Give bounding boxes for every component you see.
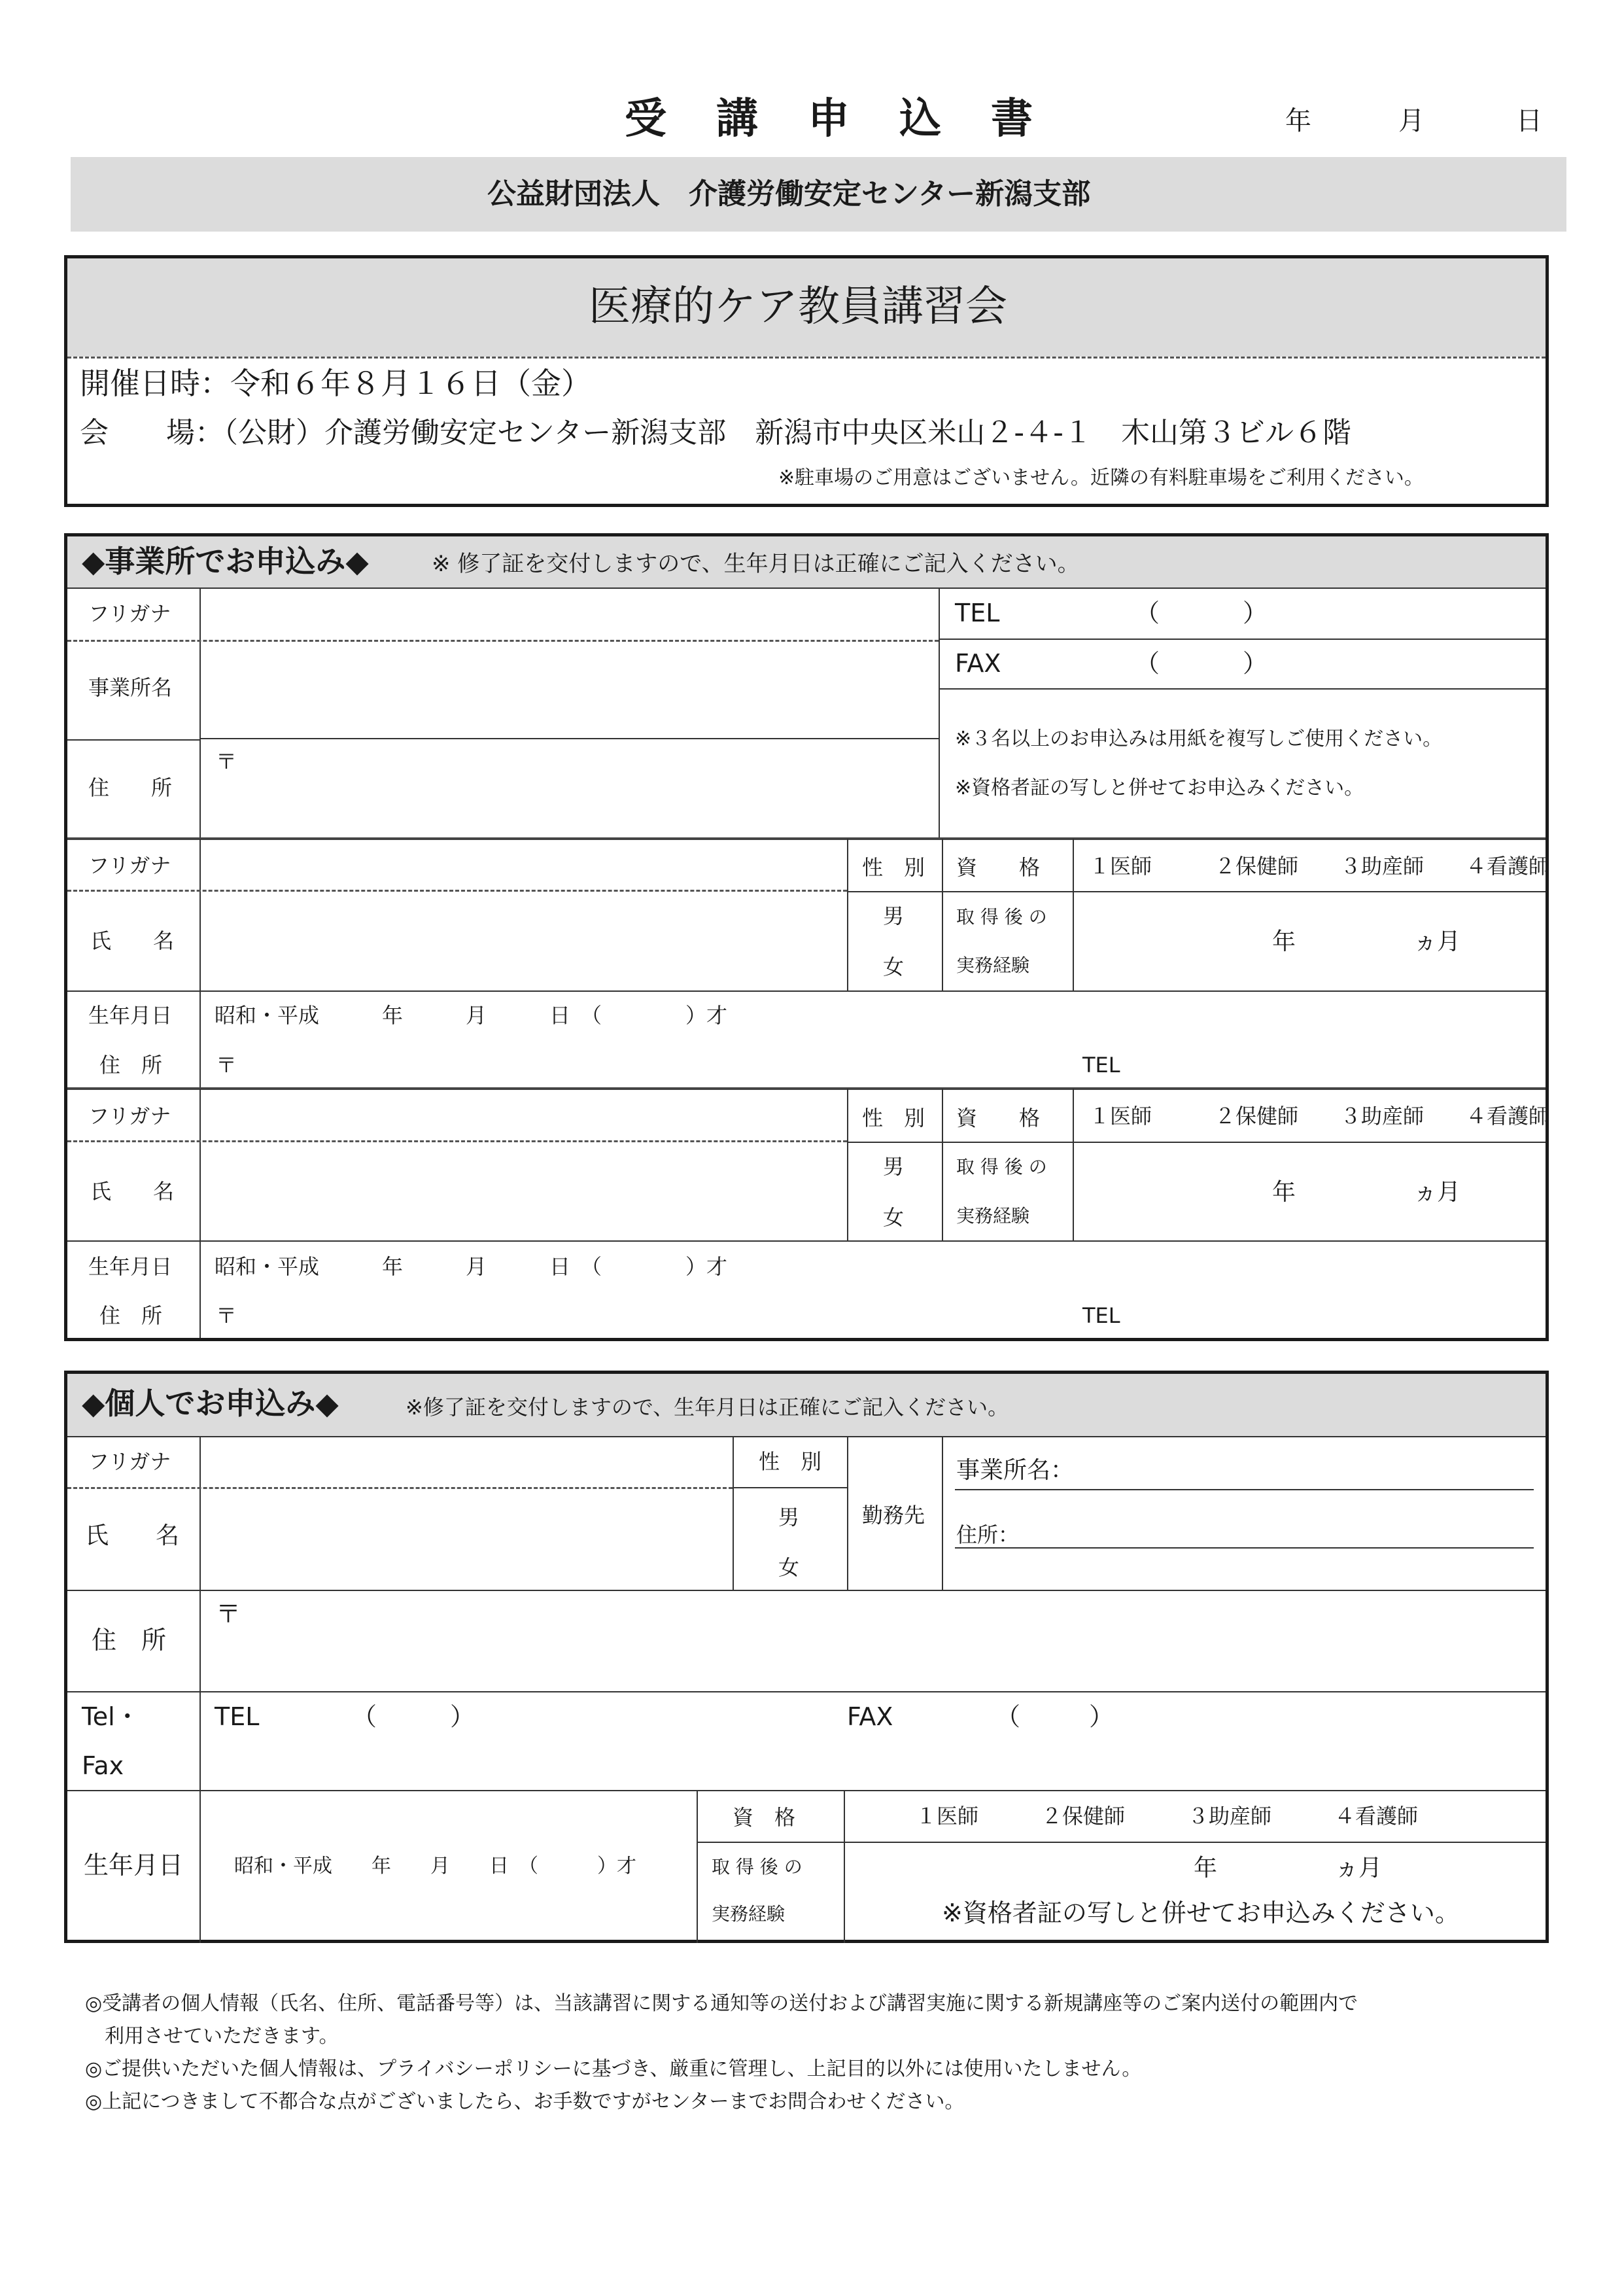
ind-address-label: 住 所 [92, 1626, 167, 1655]
a2-col4 [1073, 1089, 1074, 1240]
a2-qualifications: １医師 ２保健師 ３助産師 ４看護師 [1089, 1104, 1550, 1129]
business-section-title: ◆事業所でお申込み◆ [82, 544, 369, 579]
a2-name-rule [67, 1240, 1546, 1242]
a2-gender-label: 性 別 [862, 1106, 925, 1130]
office-name-label: 事業所名 [88, 675, 173, 700]
a2-male: 男 [883, 1154, 905, 1179]
a2-name-label: 氏 名 [90, 1179, 175, 1204]
ind-gender-rule [733, 1487, 847, 1488]
ind-exp-value: 年 ヵ月 [1194, 1855, 1383, 1882]
footer-note-3: ◎上記につきまして不都合な点がございましたら、お手数ですがセンターまでお問合わせください。 [85, 2090, 965, 2113]
a1-female: 女 [883, 955, 905, 979]
ind-telfax-label-1: Tel・ [82, 1702, 140, 1731]
ind-workplace-field-col [942, 1437, 943, 1590]
a1-col2 [847, 839, 848, 990]
a2-exp-value: 年 ヵ月 [1272, 1179, 1461, 1206]
ind-exp-label-1: 取 得 後 の [712, 1856, 803, 1878]
tel-row-rule [939, 639, 1546, 640]
a2-birth-value: 昭和・平成 年 月 日 （ ）才 [215, 1254, 728, 1279]
ind-address-rule [67, 1691, 1546, 1692]
ind-qualification-label: 資 格 [733, 1805, 796, 1830]
license-note: ※資格者証の写しと併せてお申込みください。 [955, 777, 1364, 799]
ind-birth-value: 昭和・平成 年 月 日 （ ）才 [234, 1855, 636, 1878]
ind-female: 女 [778, 1555, 800, 1580]
a1-exp-label-2: 実務経験 [956, 955, 1030, 976]
a1-furigana-label: フリガナ [88, 853, 171, 878]
ind-qual-rule [697, 1842, 1546, 1843]
date-day-label: 日 [1516, 106, 1542, 136]
office-postal-mark: 〒 [216, 749, 237, 774]
a2-furigana-label: フリガナ [88, 1104, 171, 1129]
event-date: 開催日時：令和６年８月１６日（金） [80, 366, 591, 401]
footer-note-1: ◎受講者の個人情報（氏名、住所、電話番号等）は、当該講習に関する通知等の送付および講習実施に関する新規講座等のご案内送付の範囲内で [85, 1992, 1358, 2015]
ind-exp-label-2: 実務経験 [712, 1903, 786, 1925]
a1-qualifications: １医師 ２保健師 ３助産師 ４看護師 [1089, 854, 1550, 879]
ind-qual-col [844, 1791, 845, 1943]
a2-col3 [942, 1089, 943, 1240]
event-title-divider [67, 357, 1546, 359]
ind-telfax-rule [67, 1790, 1546, 1791]
office-tel-label: TEL [955, 599, 1000, 627]
ind-name-rule [67, 1590, 1546, 1591]
footer-note-2: ◎ご提供いただいた個人情報は、プライバシーポリシーに基づき、厳重に管理し、上記目的以外には使用いたしません。 [85, 2058, 1142, 2080]
a1-postal-mark: 〒 [216, 1053, 237, 1077]
a1-address-label: 住 所 [99, 1053, 163, 1077]
office-furigana-dash [67, 640, 939, 642]
ind-qualifications: １医師 ２保健師 ３助産師 ４看護師 [916, 1804, 1419, 1829]
business-section-note: ※ 修了証を交付しますので、生年月日は正確にご記入ください。 [432, 551, 1080, 577]
ind-workplace-label: 勤務先 [862, 1503, 925, 1528]
ind-license-note: ※資格者証の写しと併せてお申込みください。 [942, 1899, 1460, 1927]
ind-furigana-dash [67, 1487, 733, 1489]
office-fax-paren-close: ） [1243, 649, 1268, 678]
a2-female: 女 [883, 1205, 905, 1230]
a1-name-label: 氏 名 [90, 928, 175, 953]
a1-name-rule [67, 990, 1546, 992]
a2-exp-label-1: 取 得 後 の [956, 1156, 1047, 1178]
date-year-label: 年 [1285, 106, 1311, 136]
footer-note-1b: 利用させていただきます。 [105, 2025, 339, 2048]
a2-col2 [847, 1089, 848, 1240]
organization-name: 公益財団法人 介護労働安定センター新潟支部 [487, 177, 1091, 211]
a1-col4 [1073, 839, 1074, 990]
ind-gender-label: 性 別 [759, 1449, 822, 1474]
office-tel-paren-close: ） [1243, 599, 1268, 627]
event-venue: 会 場：（公財）介護労働安定センター新潟支部 新潟市中央区米山２-４-１ 木山第３ビル６階 [80, 416, 1351, 449]
event-name: 医療的ケア教員講習会 [589, 283, 1007, 331]
office-furigana-label: フリガナ [88, 601, 171, 626]
ind-birth-col [697, 1791, 698, 1943]
a1-exp-label-1: 取 得 後 の [956, 906, 1047, 928]
a1-tel-label: TEL [1082, 1053, 1120, 1077]
ind-gender-col [733, 1437, 734, 1590]
a1-birth-value: 昭和・平成 年 月 日 （ ）才 [215, 1003, 728, 1028]
office-fax-paren-open: （ [1135, 649, 1160, 678]
a1-furigana-dash [67, 890, 847, 892]
parking-note: ※駐車場のご用意はございません。近隣の有料駐車場をご利用ください。 [778, 466, 1424, 489]
ind-male: 男 [778, 1505, 800, 1530]
ind-telfax-label-2: Fax [82, 1751, 124, 1780]
ind-workplace-address-label: 住所： [956, 1522, 1020, 1547]
office-tel-divider [939, 587, 940, 837]
a2-address-label: 住 所 [99, 1303, 163, 1328]
applicant1-top-rule [67, 837, 1546, 840]
ind-fax-paren-open: （ [995, 1702, 1021, 1731]
ind-office-name-label: 事業所名： [956, 1457, 1075, 1484]
ind-tel-paren-close: ） [450, 1702, 475, 1731]
office-name-rule [199, 738, 939, 739]
individual-title-rule [67, 1436, 1546, 1437]
copy-note: ※３名以上のお申込みは用紙を複写しご使用ください。 [955, 727, 1443, 750]
ind-postal-mark: 〒 [216, 1600, 241, 1628]
a1-qualification-label: 資 格 [956, 855, 1041, 880]
a2-qual-rule [847, 1142, 1546, 1143]
ind-furigana-label: フリガナ [88, 1449, 171, 1474]
ind-office-name-underline [955, 1489, 1534, 1490]
a2-birth-label: 生年月日 [88, 1254, 173, 1279]
a2-tel-label: TEL [1082, 1303, 1120, 1328]
ind-fax-label: FAX [847, 1702, 893, 1731]
a1-birth-label: 生年月日 [88, 1003, 173, 1028]
a2-col1 [199, 1089, 201, 1338]
a1-gender-label: 性 別 [862, 855, 925, 880]
a1-qual-rule [847, 891, 1546, 892]
office-col-divider [199, 587, 201, 837]
ind-name-label: 氏 名 [85, 1522, 180, 1549]
fax-row-rule [939, 688, 1546, 690]
office-fax-label: FAX [955, 649, 1001, 678]
a2-postal-mark: 〒 [216, 1303, 237, 1328]
a2-furigana-dash [67, 1140, 847, 1142]
date-month-label: 月 [1398, 106, 1425, 136]
individual-section-title: ◆個人でお申込み◆ [82, 1386, 339, 1421]
applicant2-top-rule [67, 1087, 1546, 1090]
office-label-rule [67, 739, 199, 741]
a1-col3 [942, 839, 943, 990]
business-title-rule [67, 587, 1546, 589]
ind-tel-label: TEL [215, 1702, 260, 1731]
individual-section-note: ※修了証を交付しますので、生年月日は正確にご記入ください。 [406, 1395, 1009, 1420]
a1-exp-value: 年 ヵ月 [1272, 928, 1461, 955]
ind-workplace-col [847, 1437, 848, 1590]
ind-col1 [199, 1437, 201, 1943]
a2-exp-label-2: 実務経験 [956, 1205, 1030, 1227]
office-address-label: 住 所 [88, 775, 173, 800]
a1-col1 [199, 839, 201, 1087]
a2-qualification-label: 資 格 [956, 1106, 1041, 1130]
ind-workplace-address-underline [955, 1547, 1534, 1549]
ind-tel-paren-open: （ [352, 1702, 377, 1731]
ind-fax-paren-close: ） [1089, 1702, 1114, 1731]
form-title: 受 講 申 込 書 [625, 95, 1037, 143]
office-tel-paren-open: （ [1135, 599, 1160, 627]
ind-birth-label: 生年月日 [84, 1851, 184, 1880]
a1-male: 男 [883, 903, 905, 928]
